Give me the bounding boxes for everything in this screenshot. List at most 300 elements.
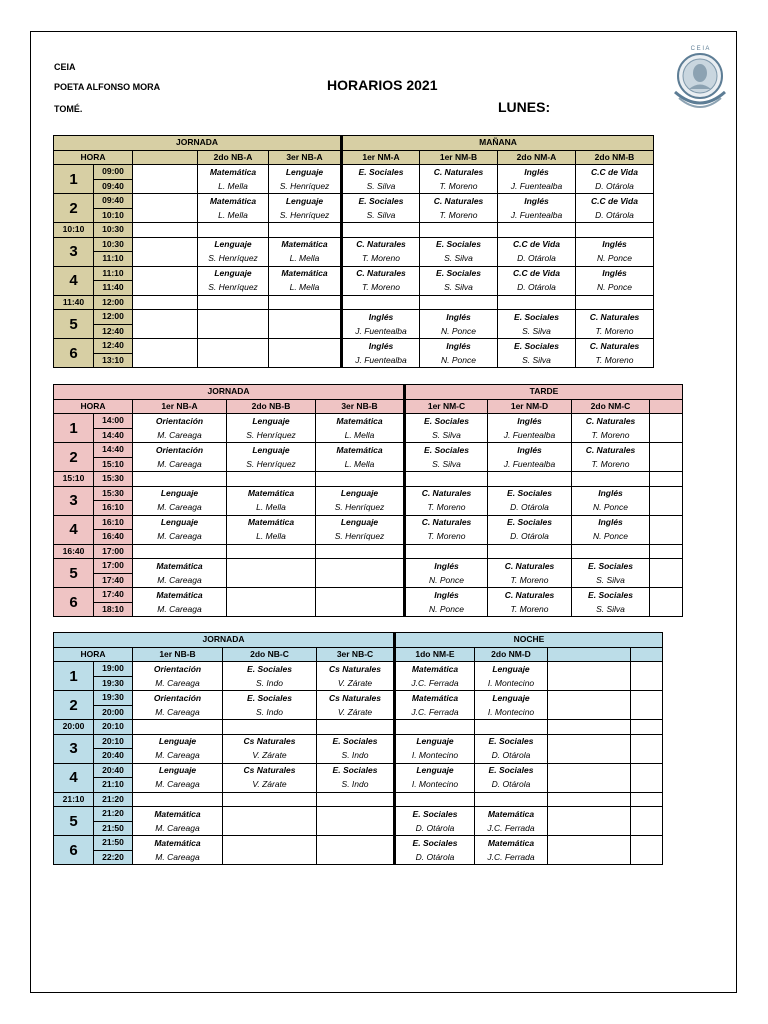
teacher-cell: I. Montecino — [395, 749, 475, 764]
teacher-cell: L. Mella — [269, 281, 342, 296]
teacher-cell: N. Ponce — [420, 353, 498, 368]
subject-cell: Matemática — [316, 443, 405, 458]
break-cell — [475, 792, 548, 807]
break-start: 11:40 — [54, 295, 94, 310]
break-cell — [227, 472, 316, 487]
hora-header: HORA — [54, 399, 133, 414]
subject-cell: C. Naturales — [488, 559, 572, 574]
teacher-cell — [223, 821, 317, 836]
break-cell — [572, 544, 650, 559]
teacher-cell: D. Otárola — [488, 501, 572, 516]
teacher-cell — [631, 705, 663, 720]
subject-cell: C. Naturales — [405, 486, 488, 501]
teacher-cell — [133, 252, 198, 267]
teacher-cell: T. Moreno — [405, 501, 488, 516]
course-header: 1er NM-B — [420, 150, 498, 165]
block-number: 1 — [54, 165, 94, 194]
teacher-cell: J. Fuentealba — [498, 179, 576, 194]
course-header: 2do NM-D — [475, 647, 548, 662]
subject-cell — [548, 734, 631, 749]
schedule-table-1 — [53, 384, 683, 617]
time-start: 12:40 — [94, 339, 133, 354]
block-number: 4 — [54, 763, 94, 792]
subject-cell — [317, 836, 395, 851]
teacher-cell: S. Henríquez — [198, 281, 269, 296]
subject-cell: Matemática — [475, 807, 548, 822]
teacher-cell: D. Otárola — [498, 252, 576, 267]
subject-cell: Lenguaje — [395, 763, 475, 778]
teacher-cell: M. Careaga — [133, 530, 227, 545]
teacher-cell: T. Moreno — [420, 179, 498, 194]
subject-cell: Orientación — [133, 691, 223, 706]
course-header: 3er NB-C — [317, 647, 395, 662]
subject-cell: E. Sociales — [405, 443, 488, 458]
subject-cell: Matemática — [133, 588, 227, 603]
subject-cell: Lenguaje — [269, 194, 342, 209]
break-cell — [198, 295, 269, 310]
course-header: 2do NM-C — [572, 399, 650, 414]
teacher-cell: N. Ponce — [576, 281, 654, 296]
course-header: 1er NM-D — [488, 399, 572, 414]
time-start: 19:00 — [94, 662, 133, 677]
time-start: 14:40 — [94, 443, 133, 458]
teacher-cell — [650, 602, 683, 617]
subject-cell: Matemática — [269, 237, 342, 252]
session-header: NOCHE — [395, 633, 663, 648]
teacher-cell: S. Henríquez — [316, 530, 405, 545]
teacher-cell — [317, 821, 395, 836]
teacher-cell — [227, 573, 316, 588]
teacher-cell: L. Mella — [198, 179, 269, 194]
school-name: POETA ALFONSO MORA — [54, 82, 161, 92]
teacher-cell: M. Careaga — [133, 821, 223, 836]
teacher-cell — [227, 602, 316, 617]
block-number: 4 — [54, 515, 94, 544]
time-end: 10:10 — [94, 208, 133, 223]
teacher-cell: I. Montecino — [395, 778, 475, 793]
subject-cell — [650, 443, 683, 458]
time-end: 21:50 — [94, 821, 133, 836]
teacher-cell: S. Silva — [420, 281, 498, 296]
block-number: 6 — [54, 836, 94, 865]
teacher-cell: J. Fuentealba — [498, 208, 576, 223]
break-cell — [269, 295, 342, 310]
school-acronym: CEIA — [54, 62, 76, 72]
time-end: 11:10 — [94, 252, 133, 267]
subject-cell: Lenguaje — [198, 266, 269, 281]
break-cell — [498, 223, 576, 238]
break-cell — [316, 472, 405, 487]
subject-cell: E. Sociales — [420, 237, 498, 252]
day-label: LUNES: — [498, 99, 551, 115]
subject-cell: Lenguaje — [133, 734, 223, 749]
time-end: 19:30 — [94, 676, 133, 691]
teacher-cell: D. Otárola — [475, 778, 548, 793]
break-end: 21:20 — [94, 792, 133, 807]
teacher-cell — [650, 530, 683, 545]
teacher-cell: V. Zárate — [223, 778, 317, 793]
teacher-cell: T. Moreno — [342, 281, 420, 296]
subject-cell: E. Sociales — [420, 266, 498, 281]
time-end: 09:40 — [94, 179, 133, 194]
teacher-cell: N. Ponce — [576, 252, 654, 267]
teacher-cell — [631, 778, 663, 793]
subject-cell: Matemática — [395, 662, 475, 677]
teacher-cell: S. Silva — [342, 179, 420, 194]
subject-cell: E. Sociales — [475, 763, 548, 778]
subject-cell: Inglés — [498, 165, 576, 180]
teacher-cell — [631, 676, 663, 691]
subject-cell: Cs Naturales — [223, 734, 317, 749]
teacher-cell: M. Careaga — [133, 705, 223, 720]
subject-cell: Matemática — [269, 266, 342, 281]
course-header: 3er NB-A — [269, 150, 342, 165]
subject-cell: Cs Naturales — [317, 691, 395, 706]
break-cell — [572, 472, 650, 487]
break-cell — [133, 295, 198, 310]
teacher-cell: L. Mella — [227, 530, 316, 545]
subject-cell: E. Sociales — [488, 486, 572, 501]
subject-cell: Inglés — [405, 588, 488, 603]
subject-cell: C. Naturales — [420, 194, 498, 209]
time-start: 11:10 — [94, 266, 133, 281]
teacher-cell: M. Careaga — [133, 676, 223, 691]
teacher-cell: J. Fuentealba — [342, 324, 420, 339]
subject-cell: C. Naturales — [572, 414, 650, 429]
teacher-cell: N. Ponce — [405, 602, 488, 617]
block-number: 5 — [54, 310, 94, 339]
teacher-cell: S. Silva — [498, 353, 576, 368]
teacher-cell — [631, 850, 663, 865]
course-header: 1er NB-A — [133, 399, 227, 414]
subject-cell: E. Sociales — [488, 515, 572, 530]
course-header: 3er NB-B — [316, 399, 405, 414]
teacher-cell — [133, 353, 198, 368]
subject-cell — [631, 662, 663, 677]
block-number: 1 — [54, 414, 94, 443]
course-header: 2do NB-C — [223, 647, 317, 662]
subject-cell — [223, 807, 317, 822]
teacher-cell: I. Montecino — [475, 705, 548, 720]
subject-cell — [133, 339, 198, 354]
subject-cell: Inglés — [488, 443, 572, 458]
subject-cell — [133, 237, 198, 252]
block-number: 5 — [54, 807, 94, 836]
subject-cell: Matemática — [227, 515, 316, 530]
time-end: 13:10 — [94, 353, 133, 368]
teacher-cell — [133, 179, 198, 194]
break-start: 21:10 — [54, 792, 94, 807]
subject-cell: E. Sociales — [342, 165, 420, 180]
time-end: 15:10 — [94, 457, 133, 472]
subject-cell — [650, 515, 683, 530]
teacher-cell: D. Otárola — [576, 179, 654, 194]
subject-cell: Matemática — [198, 194, 269, 209]
break-end: 12:00 — [94, 295, 133, 310]
teacher-cell: J. Fuentealba — [342, 353, 420, 368]
subject-cell: Inglés — [498, 194, 576, 209]
break-cell — [269, 223, 342, 238]
session-header: MAÑANA — [342, 136, 654, 151]
course-header — [548, 647, 631, 662]
subject-cell: Inglés — [405, 559, 488, 574]
break-cell — [395, 792, 475, 807]
subject-cell: Matemática — [133, 836, 223, 851]
subject-cell: C. Naturales — [405, 515, 488, 530]
subject-cell: Lenguaje — [269, 165, 342, 180]
teacher-cell — [269, 353, 342, 368]
teacher-cell: D. Otárola — [395, 850, 475, 865]
teacher-cell: S. Henríquez — [227, 428, 316, 443]
break-cell — [650, 544, 683, 559]
break-cell — [650, 472, 683, 487]
time-start: 09:40 — [94, 194, 133, 209]
jornada-header: JORNADA — [54, 385, 405, 400]
break-cell — [133, 544, 227, 559]
break-cell — [133, 223, 198, 238]
teacher-cell — [548, 705, 631, 720]
teacher-cell — [650, 501, 683, 516]
teacher-cell — [198, 324, 269, 339]
subject-cell — [650, 414, 683, 429]
teacher-cell: S. Silva — [405, 428, 488, 443]
break-cell — [405, 472, 488, 487]
subject-cell: Inglés — [572, 486, 650, 501]
teacher-cell: M. Careaga — [133, 749, 223, 764]
break-start: 20:00 — [54, 720, 94, 735]
teacher-cell: D. Otárola — [576, 208, 654, 223]
teacher-cell — [650, 457, 683, 472]
break-cell — [420, 295, 498, 310]
teacher-cell — [316, 602, 405, 617]
subject-cell — [631, 763, 663, 778]
teacher-cell: V. Zárate — [317, 705, 395, 720]
subject-cell — [133, 266, 198, 281]
subject-cell: Inglés — [576, 266, 654, 281]
time-end: 11:40 — [94, 281, 133, 296]
subject-cell — [133, 165, 198, 180]
subject-cell — [548, 691, 631, 706]
teacher-cell — [548, 850, 631, 865]
jornada-header: JORNADA — [54, 136, 342, 151]
subject-cell — [548, 662, 631, 677]
subject-cell: E. Sociales — [498, 310, 576, 325]
course-header: 2do NB-A — [198, 150, 269, 165]
teacher-cell: D. Otárola — [395, 821, 475, 836]
schedule-table-2 — [53, 632, 663, 865]
course-header: 1er NM-C — [405, 399, 488, 414]
subject-cell: Inglés — [576, 237, 654, 252]
teacher-cell: T. Moreno — [576, 324, 654, 339]
teacher-cell — [548, 676, 631, 691]
schedule-table-0 — [53, 135, 654, 368]
teacher-cell: N. Ponce — [572, 530, 650, 545]
course-header: 2do NB-B — [227, 399, 316, 414]
teacher-cell: V. Zárate — [317, 676, 395, 691]
logo-text: C E I A — [690, 46, 710, 52]
subject-cell: Matemática — [133, 807, 223, 822]
teacher-cell: J. Fuentealba — [488, 428, 572, 443]
teacher-cell: S. Indo — [223, 705, 317, 720]
teacher-cell: J.C. Ferrada — [475, 850, 548, 865]
time-start: 09:00 — [94, 165, 133, 180]
teacher-cell: S. Henríquez — [198, 252, 269, 267]
teacher-cell: I. Montecino — [475, 676, 548, 691]
break-cell — [317, 792, 395, 807]
teacher-cell: M. Careaga — [133, 428, 227, 443]
break-cell — [548, 720, 631, 735]
time-end: 20:00 — [94, 705, 133, 720]
subject-cell — [631, 734, 663, 749]
break-cell — [405, 544, 488, 559]
subject-cell: Matemática — [316, 414, 405, 429]
break-cell — [316, 544, 405, 559]
teacher-cell: S. Henríquez — [227, 457, 316, 472]
subject-cell: E. Sociales — [395, 807, 475, 822]
teacher-cell — [548, 821, 631, 836]
subject-cell: Inglés — [420, 310, 498, 325]
teacher-cell: L. Mella — [316, 457, 405, 472]
break-cell — [488, 472, 572, 487]
subject-cell: C. Naturales — [576, 339, 654, 354]
subject-cell: Inglés — [342, 310, 420, 325]
subject-cell: E. Sociales — [223, 691, 317, 706]
teacher-cell: S. Silva — [572, 602, 650, 617]
subject-cell: E. Sociales — [223, 662, 317, 677]
teacher-cell — [548, 749, 631, 764]
break-cell — [133, 720, 223, 735]
break-start: 16:40 — [54, 544, 94, 559]
subject-cell: Inglés — [342, 339, 420, 354]
break-cell — [631, 792, 663, 807]
break-end: 15:30 — [94, 472, 133, 487]
time-start: 15:30 — [94, 486, 133, 501]
subject-cell: C.C de Vida — [576, 194, 654, 209]
subject-cell — [631, 807, 663, 822]
teacher-cell: D. Otárola — [475, 749, 548, 764]
subject-cell: E. Sociales — [317, 763, 395, 778]
subject-cell: Orientación — [133, 443, 227, 458]
subject-cell: Inglés — [488, 414, 572, 429]
jornada-header: JORNADA — [54, 633, 395, 648]
teacher-cell: S. Silva — [498, 324, 576, 339]
break-cell — [420, 223, 498, 238]
block-number: 6 — [54, 588, 94, 617]
teacher-cell: S. Silva — [420, 252, 498, 267]
subject-cell: Orientación — [133, 662, 223, 677]
teacher-cell — [223, 850, 317, 865]
subject-cell: Lenguaje — [475, 691, 548, 706]
subject-cell: Lenguaje — [227, 414, 316, 429]
teacher-cell: T. Moreno — [488, 573, 572, 588]
teacher-cell — [650, 573, 683, 588]
subject-cell: C.C de Vida — [498, 266, 576, 281]
time-end: 12:40 — [94, 324, 133, 339]
subject-cell: Matemática — [475, 836, 548, 851]
teacher-cell: S. Henríquez — [316, 501, 405, 516]
course-header: 1er NB-B — [133, 647, 223, 662]
course-header — [650, 399, 683, 414]
break-cell — [342, 223, 420, 238]
teacher-cell: M. Careaga — [133, 778, 223, 793]
block-number: 4 — [54, 266, 94, 295]
break-cell — [133, 792, 223, 807]
time-end: 16:40 — [94, 530, 133, 545]
page-title: HORARIOS 2021 — [327, 77, 438, 93]
break-end: 20:10 — [94, 720, 133, 735]
time-end: 22:20 — [94, 850, 133, 865]
course-header: 2do NM-A — [498, 150, 576, 165]
teacher-cell — [548, 778, 631, 793]
subject-cell: C. Naturales — [342, 266, 420, 281]
teacher-cell: J.C. Ferrada — [395, 676, 475, 691]
subject-cell: Lenguaje — [316, 486, 405, 501]
time-start: 20:40 — [94, 763, 133, 778]
break-cell — [548, 792, 631, 807]
time-start: 17:40 — [94, 588, 133, 603]
block-number: 3 — [54, 486, 94, 515]
subject-cell — [227, 588, 316, 603]
time-start: 17:00 — [94, 559, 133, 574]
subject-cell: C. Naturales — [488, 588, 572, 603]
teacher-cell: D. Otárola — [498, 281, 576, 296]
course-header — [631, 647, 663, 662]
time-start: 14:00 — [94, 414, 133, 429]
subject-cell: Matemática — [198, 165, 269, 180]
time-start: 16:10 — [94, 515, 133, 530]
break-start: 10:10 — [54, 223, 94, 238]
teacher-cell: M. Careaga — [133, 850, 223, 865]
subject-cell — [316, 588, 405, 603]
time-end: 16:10 — [94, 501, 133, 516]
school-logo — [669, 42, 731, 116]
subject-cell: Lenguaje — [395, 734, 475, 749]
block-number: 2 — [54, 691, 94, 720]
teacher-cell: N. Ponce — [405, 573, 488, 588]
teacher-cell — [133, 281, 198, 296]
teacher-cell: S. Indo — [317, 749, 395, 764]
subject-cell — [548, 836, 631, 851]
subject-cell — [650, 588, 683, 603]
teacher-cell: S. Silva — [572, 573, 650, 588]
subject-cell — [198, 310, 269, 325]
teacher-cell: L. Mella — [227, 501, 316, 516]
teacher-cell — [631, 749, 663, 764]
teacher-cell: N. Ponce — [572, 501, 650, 516]
subject-cell — [317, 807, 395, 822]
subject-cell — [548, 763, 631, 778]
hora-header: HORA — [54, 150, 133, 165]
time-end: 21:10 — [94, 778, 133, 793]
time-start: 21:50 — [94, 836, 133, 851]
block-number: 5 — [54, 559, 94, 588]
subject-cell: Lenguaje — [227, 443, 316, 458]
block-number: 3 — [54, 734, 94, 763]
subject-cell: C.C de Vida — [498, 237, 576, 252]
subject-cell: Matemática — [395, 691, 475, 706]
subject-cell — [631, 691, 663, 706]
break-cell — [576, 295, 654, 310]
break-cell — [576, 223, 654, 238]
teacher-cell: J.C. Ferrada — [395, 705, 475, 720]
break-cell — [133, 472, 227, 487]
subject-cell: Lenguaje — [316, 515, 405, 530]
teacher-cell: S. Henríquez — [269, 179, 342, 194]
subject-cell: C. Naturales — [420, 165, 498, 180]
time-start: 10:30 — [94, 237, 133, 252]
subject-cell — [198, 339, 269, 354]
teacher-cell: J.C. Ferrada — [475, 821, 548, 836]
